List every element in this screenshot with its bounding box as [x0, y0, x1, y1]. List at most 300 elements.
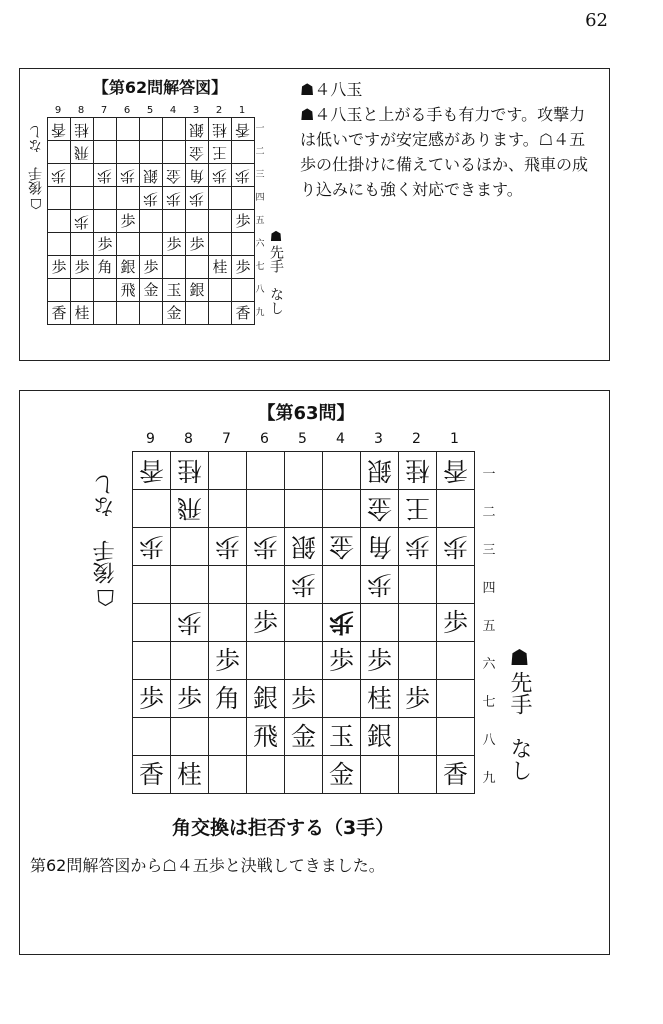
board-square [133, 452, 171, 490]
board-square [133, 566, 171, 604]
shogi-piece: 香 [138, 456, 164, 485]
board-square [48, 279, 71, 302]
board-square [323, 604, 361, 642]
board-row [48, 164, 255, 187]
shogi-piece: 桂 [176, 456, 202, 485]
board-square [232, 118, 255, 141]
board-square [361, 528, 399, 566]
board-square [48, 256, 71, 279]
shogi-piece: 歩 [143, 257, 159, 276]
shogi-piece: 桂 [212, 120, 228, 139]
board-square [285, 756, 323, 794]
shogi-piece: 歩 [143, 189, 159, 208]
board-square [323, 718, 361, 756]
board-square [232, 164, 255, 187]
board-square [361, 756, 399, 794]
board-square [437, 642, 475, 680]
shogi-piece: 香 [235, 303, 251, 322]
board-63-row-numbers [477, 451, 501, 793]
board-square [71, 187, 94, 210]
board-square [285, 528, 323, 566]
board-square [209, 256, 232, 279]
board-square [323, 490, 361, 528]
board-square [437, 718, 475, 756]
column-number: 9 [146, 431, 155, 447]
board-square [361, 604, 399, 642]
shogi-piece: 歩 [212, 166, 228, 185]
board-square [186, 210, 209, 233]
shogi-piece: 桂 [74, 120, 90, 139]
board-square [140, 118, 163, 141]
board-square [117, 164, 140, 187]
board-square [399, 756, 437, 794]
board-row [48, 256, 255, 279]
shogi-piece: 歩 [138, 684, 164, 713]
shogi-piece: 歩 [366, 570, 392, 599]
board-row [133, 566, 475, 604]
board-square [232, 256, 255, 279]
board-square [361, 566, 399, 604]
board-square [323, 528, 361, 566]
shogi-piece: 歩 [74, 212, 90, 231]
board-square [171, 604, 209, 642]
shogi-piece: 歩 [214, 532, 240, 561]
shogi-piece: 歩 [51, 257, 67, 276]
problem-62-move: ☗４八玉 [300, 80, 363, 99]
shogi-piece: 金 [290, 722, 316, 751]
board-square [94, 302, 117, 325]
board-square [186, 141, 209, 164]
page-number: 62 [585, 10, 608, 31]
shogi-piece: 桂 [176, 760, 202, 789]
board-square [71, 141, 94, 164]
board-square [94, 233, 117, 256]
row-number: 一 [482, 466, 496, 482]
board-62-sente-hand: ☗先手 なし [268, 229, 284, 315]
board-square [232, 141, 255, 164]
board-square [399, 718, 437, 756]
board-square [71, 279, 94, 302]
board-square [437, 756, 475, 794]
board-square [209, 528, 247, 566]
board-square [247, 718, 285, 756]
shogi-piece: 歩 [235, 257, 251, 276]
board-row [133, 452, 475, 490]
board-square [140, 279, 163, 302]
shogi-piece: 金 [328, 532, 354, 561]
row-number: 三 [482, 542, 496, 558]
board-square [94, 279, 117, 302]
row-number: 六 [255, 239, 265, 249]
column-number: 6 [123, 105, 131, 116]
shogi-piece: 銀 [366, 456, 392, 485]
board-row [133, 756, 475, 794]
board-63-column-numbers [132, 431, 474, 447]
shogi-piece: 歩 [404, 684, 430, 713]
shogi-piece: 歩 [166, 189, 182, 208]
board-square [163, 302, 186, 325]
shogi-piece: 歩 [97, 234, 113, 253]
board-square [209, 680, 247, 718]
shogi-piece: 桂 [366, 684, 392, 713]
shogi-piece: 歩 [442, 608, 468, 637]
board-row [48, 187, 255, 210]
board-square [140, 210, 163, 233]
board-row [48, 141, 255, 164]
board-square [133, 642, 171, 680]
board-square [399, 528, 437, 566]
problem-62-answer-panel [19, 68, 610, 361]
shogi-piece: 香 [51, 303, 67, 322]
board-square [323, 756, 361, 794]
problem-63-description: 第62問解答図から☖４五歩と決戦してきました。 [30, 856, 385, 875]
board-square [140, 164, 163, 187]
board-square [117, 141, 140, 164]
board-62-gote-hand: ☖後手 なし [28, 125, 44, 211]
board-square [163, 279, 186, 302]
board-row [48, 233, 255, 256]
board-square [247, 680, 285, 718]
board-row [48, 118, 255, 141]
problem-63-panel [19, 390, 610, 955]
board-square [232, 302, 255, 325]
board-square [117, 233, 140, 256]
row-number: 八 [482, 732, 496, 748]
board-square [94, 256, 117, 279]
board-row [48, 210, 255, 233]
shogi-piece: 桂 [404, 456, 430, 485]
shogi-piece: 歩 [189, 234, 205, 253]
shogi-piece: 飛 [176, 494, 202, 523]
board-square [361, 452, 399, 490]
board-square [209, 279, 232, 302]
shogi-piece: 歩 [442, 532, 468, 561]
board-63-sente-hand: ☗先手 なし [507, 646, 532, 781]
board-square [48, 210, 71, 233]
board-square [186, 233, 209, 256]
board-square [186, 118, 209, 141]
column-number: 4 [169, 105, 177, 116]
board-square [71, 164, 94, 187]
shogi-piece: 歩 [366, 646, 392, 675]
board-square [163, 256, 186, 279]
board-square [94, 210, 117, 233]
shogi-piece: 金 [366, 494, 392, 523]
shogi-piece: 銀 [189, 120, 205, 139]
board-square [209, 490, 247, 528]
board-square [285, 642, 323, 680]
board-square [117, 256, 140, 279]
board-square [171, 642, 209, 680]
board-square [209, 756, 247, 794]
board-square [117, 279, 140, 302]
column-number: 2 [412, 431, 421, 447]
column-number: 5 [298, 431, 307, 447]
row-number: 六 [482, 656, 496, 672]
column-number: 6 [260, 431, 269, 447]
shogi-piece: 香 [235, 120, 251, 139]
column-number: 1 [238, 105, 246, 116]
board-square [48, 233, 71, 256]
shogi-piece: 歩 [138, 532, 164, 561]
board-square [323, 452, 361, 490]
shogi-piece: 歩 [120, 166, 136, 185]
board-square [163, 164, 186, 187]
board-square [186, 164, 209, 187]
row-number: 五 [255, 216, 265, 226]
column-number: 1 [450, 431, 459, 447]
board-row [133, 680, 475, 718]
shogi-piece: 歩 [328, 608, 354, 637]
board-square [140, 233, 163, 256]
board-square [247, 490, 285, 528]
board-square [399, 604, 437, 642]
shogi-piece: 銀 [120, 257, 136, 276]
board-square [209, 718, 247, 756]
column-number: 9 [54, 105, 62, 116]
board-square [133, 490, 171, 528]
shogi-piece: 銀 [366, 722, 392, 751]
board-square [247, 528, 285, 566]
board-63 [132, 451, 475, 794]
shogi-piece: 玉 [328, 722, 354, 751]
shogi-piece: 桂 [212, 257, 228, 276]
column-number: 2 [215, 105, 223, 116]
row-number: 二 [255, 147, 265, 157]
problem-62-title: 【第62問解答図】 [92, 78, 228, 97]
board-square [285, 680, 323, 718]
shogi-piece: 飛 [120, 280, 136, 299]
column-number: 7 [100, 105, 108, 116]
board-square [94, 141, 117, 164]
shogi-piece: 歩 [97, 166, 113, 185]
board-square [209, 233, 232, 256]
shogi-piece: 角 [189, 166, 205, 185]
board-square [140, 141, 163, 164]
board-square [48, 164, 71, 187]
board-square [437, 604, 475, 642]
board-square [209, 452, 247, 490]
column-number: 7 [222, 431, 231, 447]
shogi-piece: 歩 [214, 646, 240, 675]
row-number: 九 [255, 308, 265, 318]
column-number: 3 [192, 105, 200, 116]
board-square [163, 118, 186, 141]
board-square [209, 604, 247, 642]
board-square [399, 642, 437, 680]
board-square [247, 604, 285, 642]
row-number: 一 [255, 124, 265, 134]
shogi-piece: 角 [214, 684, 240, 713]
board-square [285, 566, 323, 604]
board-square [133, 528, 171, 566]
shogi-piece: 金 [328, 760, 354, 789]
board-square [133, 604, 171, 642]
shogi-piece: 歩 [74, 257, 90, 276]
board-square [71, 210, 94, 233]
shogi-piece: 歩 [176, 608, 202, 637]
board-square [186, 279, 209, 302]
shogi-piece: 歩 [328, 646, 354, 675]
board-63-gote-hand: ☖後手 なし [93, 474, 118, 609]
shogi-piece: 金 [166, 303, 182, 322]
board-square [323, 680, 361, 718]
problem-63-title: 【第63問】 [257, 403, 355, 424]
shogi-piece: 香 [442, 456, 468, 485]
row-number: 八 [255, 285, 265, 295]
shogi-piece: 歩 [176, 684, 202, 713]
board-square [361, 490, 399, 528]
board-square [323, 566, 361, 604]
board-square [285, 604, 323, 642]
board-square [117, 210, 140, 233]
board-square [247, 756, 285, 794]
board-square [163, 141, 186, 164]
board-square [247, 452, 285, 490]
shogi-piece: 金 [189, 143, 205, 162]
board-62 [47, 117, 255, 325]
shogi-piece: 歩 [51, 166, 67, 185]
shogi-piece: 王 [404, 494, 430, 523]
board-row [133, 490, 475, 528]
board-square [232, 210, 255, 233]
problem-62-commentary [300, 77, 600, 202]
board-62-row-numbers [254, 117, 266, 324]
shogi-piece: 歩 [235, 211, 251, 230]
shogi-piece: 歩 [290, 570, 316, 599]
board-row [48, 279, 255, 302]
board-square [399, 680, 437, 718]
board-square [48, 187, 71, 210]
problem-63-caption: 角交換は拒否する（3手） [172, 817, 395, 839]
board-square [247, 566, 285, 604]
board-square [117, 302, 140, 325]
board-square [437, 528, 475, 566]
shogi-piece: 飛 [74, 143, 90, 162]
board-square [399, 452, 437, 490]
board-square [399, 566, 437, 604]
board-62-column-numbers [47, 105, 254, 117]
board-square [361, 718, 399, 756]
board-square [186, 302, 209, 325]
shogi-piece: 歩 [166, 234, 182, 253]
shogi-piece: 香 [442, 760, 468, 789]
board-square [48, 118, 71, 141]
board-square [94, 164, 117, 187]
shogi-piece: 玉 [166, 280, 182, 299]
shogi-piece: 歩 [189, 189, 205, 208]
row-number: 五 [482, 618, 496, 634]
shogi-piece: 銀 [189, 280, 205, 299]
shogi-piece: 歩 [120, 211, 136, 230]
shogi-piece: 角 [366, 532, 392, 561]
shogi-piece: 飛 [252, 722, 278, 751]
board-square [437, 680, 475, 718]
board-square [437, 490, 475, 528]
column-number: 3 [374, 431, 383, 447]
board-square [171, 452, 209, 490]
board-square [94, 118, 117, 141]
board-square [48, 302, 71, 325]
row-number: 九 [482, 770, 496, 786]
shogi-piece: 金 [166, 166, 182, 185]
column-number: 8 [184, 431, 193, 447]
board-square [140, 302, 163, 325]
board-square [232, 279, 255, 302]
board-square [71, 118, 94, 141]
board-square [133, 718, 171, 756]
problem-62-comment: ☗４八玉と上がる手も有力です。攻撃力は低いですが安定感があります。☖４五歩の仕掛けに備えているほか、飛車の成り込みにも強く対応できます。 [300, 105, 589, 199]
board-square [163, 233, 186, 256]
board-square [71, 256, 94, 279]
shogi-piece: 歩 [290, 684, 316, 713]
shogi-piece: 香 [138, 760, 164, 789]
row-number: 七 [255, 262, 265, 272]
board-square [361, 680, 399, 718]
board-square [285, 490, 323, 528]
board-square [285, 452, 323, 490]
board-square [247, 642, 285, 680]
row-number: 三 [255, 170, 265, 180]
board-square [171, 680, 209, 718]
board-square [117, 118, 140, 141]
board-square [209, 210, 232, 233]
shogi-piece: 香 [51, 120, 67, 139]
shogi-piece: 角 [97, 257, 113, 276]
row-number: 二 [482, 504, 496, 520]
board-square [186, 256, 209, 279]
board-square [71, 302, 94, 325]
board-square [232, 233, 255, 256]
board-square [361, 642, 399, 680]
column-number: 4 [336, 431, 345, 447]
board-square [285, 718, 323, 756]
board-square [323, 642, 361, 680]
board-square [209, 118, 232, 141]
board-square [133, 756, 171, 794]
row-number: 七 [482, 694, 496, 710]
board-square [171, 566, 209, 604]
board-square [163, 210, 186, 233]
board-square [171, 756, 209, 794]
board-row [48, 302, 255, 325]
row-number: 四 [482, 580, 496, 596]
board-square [209, 302, 232, 325]
board-square [94, 187, 117, 210]
board-square [209, 566, 247, 604]
shogi-piece: 銀 [290, 532, 316, 561]
board-row [133, 528, 475, 566]
shogi-piece: 金 [143, 280, 159, 299]
board-square [171, 528, 209, 566]
board-square [399, 490, 437, 528]
board-square [209, 187, 232, 210]
board-square [117, 187, 140, 210]
board-row [133, 642, 475, 680]
shogi-piece: 銀 [143, 166, 159, 185]
board-square [71, 233, 94, 256]
shogi-piece: 歩 [404, 532, 430, 561]
board-square [140, 187, 163, 210]
board-square [163, 187, 186, 210]
board-square [140, 256, 163, 279]
board-square [171, 490, 209, 528]
shogi-piece: 王 [212, 143, 228, 162]
board-square [437, 566, 475, 604]
shogi-piece: 歩 [252, 532, 278, 561]
board-square [209, 642, 247, 680]
board-square [232, 187, 255, 210]
